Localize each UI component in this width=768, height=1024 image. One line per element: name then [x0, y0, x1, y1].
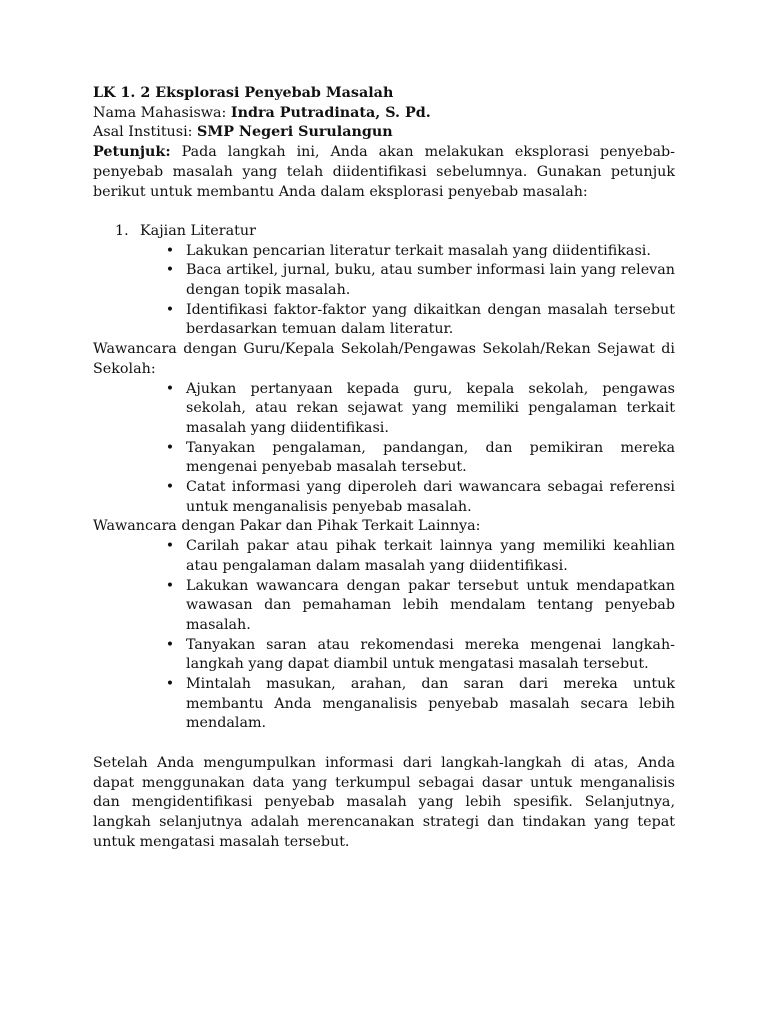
- list-item-text: Lakukan wawancara dengan pakar tersebut untuk mendapatkan wawasan dan pemahaman lebih mendalam tentang penyebab masalah.: [186, 577, 675, 633]
- list-item-text: Identifikasi faktor-faktor yang dikaitkan dengan masalah tersebut berdasarkan temuan dalam literatur.: [186, 301, 675, 338]
- list-item: [165, 261, 675, 300]
- institution-label: Asal Institusi:: [93, 124, 198, 141]
- bullet-icon: •: [165, 439, 175, 456]
- bullet-icon: •: [165, 479, 175, 496]
- institution-value: SMP Negeri Surulangun: [197, 124, 393, 141]
- section-heading-text: Kajian Literatur: [140, 222, 256, 239]
- bullet-icon: •: [165, 242, 175, 259]
- list-item-text: Tanyakan saran atau rekomendasi mereka mengenai langkah-langkah yang dapat diambil untuk mengatasi masalah tersebut.: [186, 636, 675, 673]
- literature-bullet-list: [93, 242, 675, 341]
- instructions-text: Pada langkah ini, Anda akan melakukan eksplorasi penyebab-penyebab masalah yang telah diidentifikasi sebelumnya. Gunakan petunjuk berikut untuk membantu Anda dalam eksplorasi penyebab masalah:: [93, 144, 675, 200]
- student-name-value: Indra Putradinata, S. Pd.: [230, 104, 431, 121]
- bullet-icon: •: [165, 262, 175, 279]
- list-item: [165, 577, 675, 636]
- section-number: 1.: [115, 222, 129, 239]
- list-item-text: Ajukan pertanyaan kepada guru, kepala sekolah, pengawas sekolah, atau rekan sejawat yang memiliki pengalaman terkait masalah yang diidentifikasi.: [186, 380, 675, 436]
- list-item-text: Tanyakan pengalaman, pandangan, dan pemikiran mereka mengenai penyebab masalah tersebut.: [186, 439, 675, 476]
- list-item: [165, 439, 675, 478]
- closing-paragraph: Setelah Anda mengumpulkan informasi dari langkah-langkah di atas, Anda dapat menggunakan data yang terkumpul sebagai dasar untuk menganalisis dan mengidentifikasi penyebab masalah yang lebih spesifik. Selanjutnya, langkah selanjutnya adalah merencanakan strategi dan tindakan yang tepat untuk mengatasi masalah tersebut.: [93, 754, 675, 850]
- bullet-icon: •: [165, 636, 175, 653]
- list-item: [165, 478, 675, 517]
- document-title: LK 1. 2 Eksplorasi Penyebab Masalah: [93, 85, 394, 101]
- instructions-paragraph: [93, 143, 675, 202]
- list-item-text: Mintalah masukan, arahan, dan saran dari mereka untuk membantu Anda menganalisis penyebab masalah secara lebih mendalam.: [186, 676, 675, 732]
- bullet-icon: •: [165, 577, 175, 594]
- list-item: [165, 636, 675, 675]
- instructions-label: Petunjuk:: [93, 144, 171, 161]
- institution-line: [93, 123, 675, 143]
- bullet-icon: •: [165, 538, 175, 555]
- list-item-text: Baca artikel, jurnal, buku, atau sumber informasi lain yang relevan dengan topik masalah.: [186, 262, 675, 299]
- expert-interview-bullet-list: [93, 537, 675, 734]
- list-item-text: Lakukan pencarian literatur terkait masalah yang diidentifikasi.: [186, 242, 651, 259]
- list-item: [165, 537, 675, 576]
- student-name-label: Nama Mahasiswa:: [93, 104, 231, 121]
- bullet-icon: •: [165, 301, 175, 318]
- section-heading-expert-interview: Wawancara dengan Pakar dan Pihak Terkait Lainnya:: [93, 518, 481, 535]
- section-heading-literature: [93, 222, 675, 242]
- paragraph-spacer: [93, 202, 675, 222]
- list-item-text: Catat informasi yang diperoleh dari wawancara sebagai referensi untuk menganalisis penyebab masalah.: [186, 479, 675, 515]
- section-heading-school-interview: Wawancara dengan Guru/Kepala Sekolah/Pengawas Sekolah/Rekan Sejawat di Sekolah:: [93, 341, 675, 377]
- list-item-text: Carilah pakar atau pihak terkait lainnya yang memiliki keahlian atau pengalaman dalam masalah yang diidentifikasi.: [186, 538, 675, 574]
- paragraph-spacer: [93, 734, 675, 754]
- list-item: [165, 380, 675, 439]
- list-item: [165, 301, 675, 340]
- bullet-icon: •: [165, 380, 175, 397]
- school-interview-bullet-list: [93, 380, 675, 518]
- student-name-line: [93, 104, 675, 124]
- list-item: [165, 242, 675, 262]
- bullet-icon: •: [165, 676, 175, 693]
- list-item: [165, 675, 675, 734]
